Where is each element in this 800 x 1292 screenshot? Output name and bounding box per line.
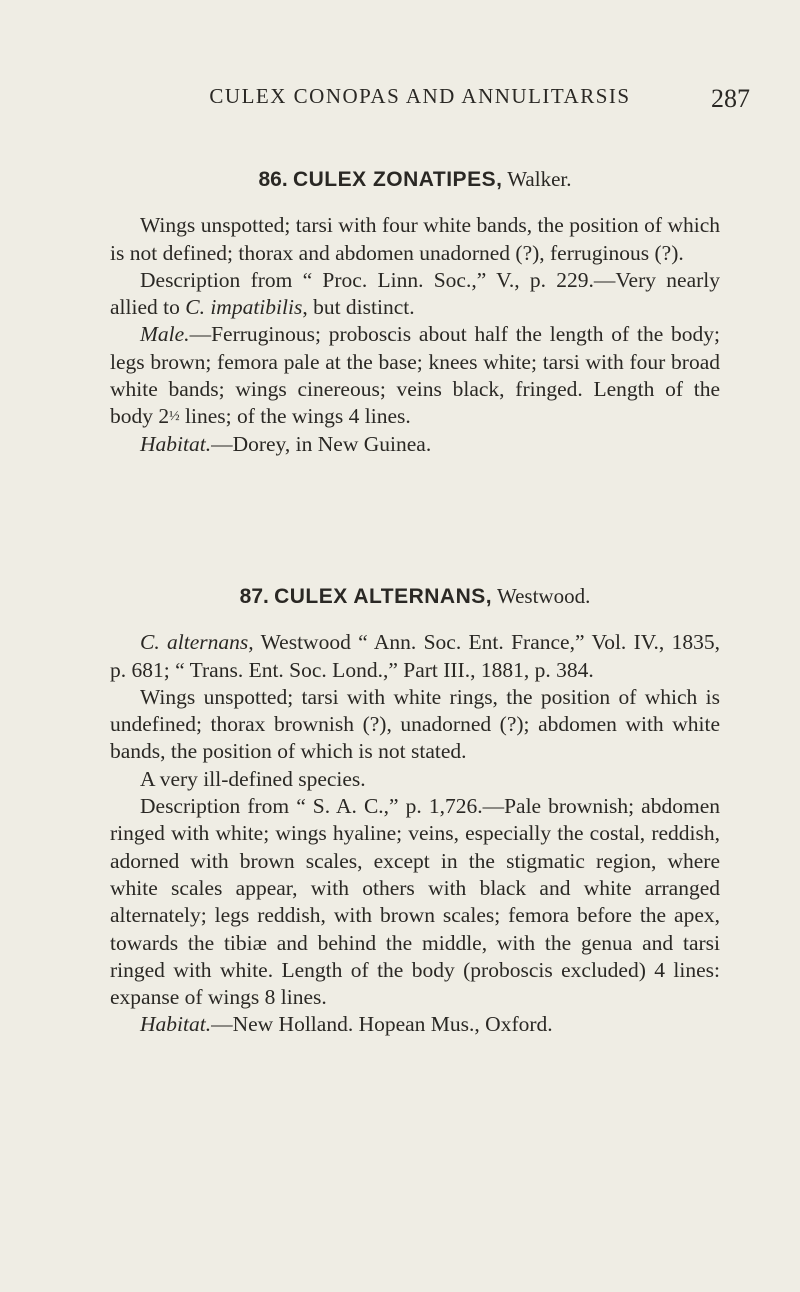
habitat-paragraph: Habitat.—New Holland. Hopean Mus., Oxford. xyxy=(140,1012,553,1037)
running-head xyxy=(90,84,750,124)
diagnosis-paragraph: Wings unspotted; tarsi with white rings, the position of which is undefined; thorax brownish (?), unadorned (?); abdomen with white bands, the position of which is not stated. xyxy=(110,684,720,764)
synonym-name: C. alternans, xyxy=(140,630,254,655)
description-paragraph: Description from “ Proc. Linn. Soc.,” V., p. 229.—Very nearly allied to C. impatibilis, but distinct. xyxy=(110,267,720,320)
habitat-label: Habitat. xyxy=(140,1012,212,1037)
species-number: 86. xyxy=(258,168,288,191)
species-name: CULEX ZONATIPES, xyxy=(292,168,503,191)
running-title: CULEX CONOPAS AND ANNULITARSIS xyxy=(209,84,631,108)
species-number: 87. xyxy=(239,585,269,608)
species-heading xyxy=(110,583,720,610)
description-paragraph: Description from “ S. A. C.,” p. 1,726.—Pale brownish; abdomen ringed with white; wings hyaline; veins, especially the costal, reddish, adorned with brown scales, except in the stigmatic region, where white scales appear, with others with black and white arranged alternately; legs reddish, with brown scales; femora before the apex, towards the tibiæ and behind the middle, with the genua and tarsi ringed with white. Length of the body (proboscis excluded) 4 lines: expanse of wings 8 lines. xyxy=(110,794,720,1010)
species-heading xyxy=(110,166,720,193)
species-reference: C. impatibilis xyxy=(185,295,303,320)
diagnosis-paragraph: Wings unspotted; tarsi with four white bands, the position of which is not defined; thorax and abdomen unadorned (?), ferruginous (?). xyxy=(110,213,720,265)
species-entry-86 xyxy=(110,166,720,458)
habitat-label: Habitat. xyxy=(140,431,212,456)
synonymy-paragraph: C. alternans, Westwood “ Ann. Soc. Ent. France,” Vol. IV., 1835, p. 681; “ Trans. Ent. Soc. Lond.,” Part III., 1881, p. 384. xyxy=(110,630,720,682)
species-name: CULEX ALTERNANS, xyxy=(274,585,493,608)
male-paragraph: Male.—Ferruginous; proboscis about half the length of the body; legs brown; femora pale at the base; knees white; tarsi with four broad white bands; wings cinereous; veins black, fringed. Length of the body 2½ lines; of the wings 4 lines. xyxy=(110,322,720,429)
species-author: Westwood. xyxy=(496,584,591,608)
habitat-paragraph: Habitat.—Dorey, in New Guinea. xyxy=(140,431,432,456)
fraction: ½ xyxy=(169,409,180,425)
species-author: Walker. xyxy=(507,167,572,191)
remark-paragraph: A very ill-defined species. xyxy=(140,766,366,791)
species-entry-87 xyxy=(110,583,720,1039)
page-number: 287 xyxy=(711,84,750,113)
male-label: Male. xyxy=(140,322,190,347)
